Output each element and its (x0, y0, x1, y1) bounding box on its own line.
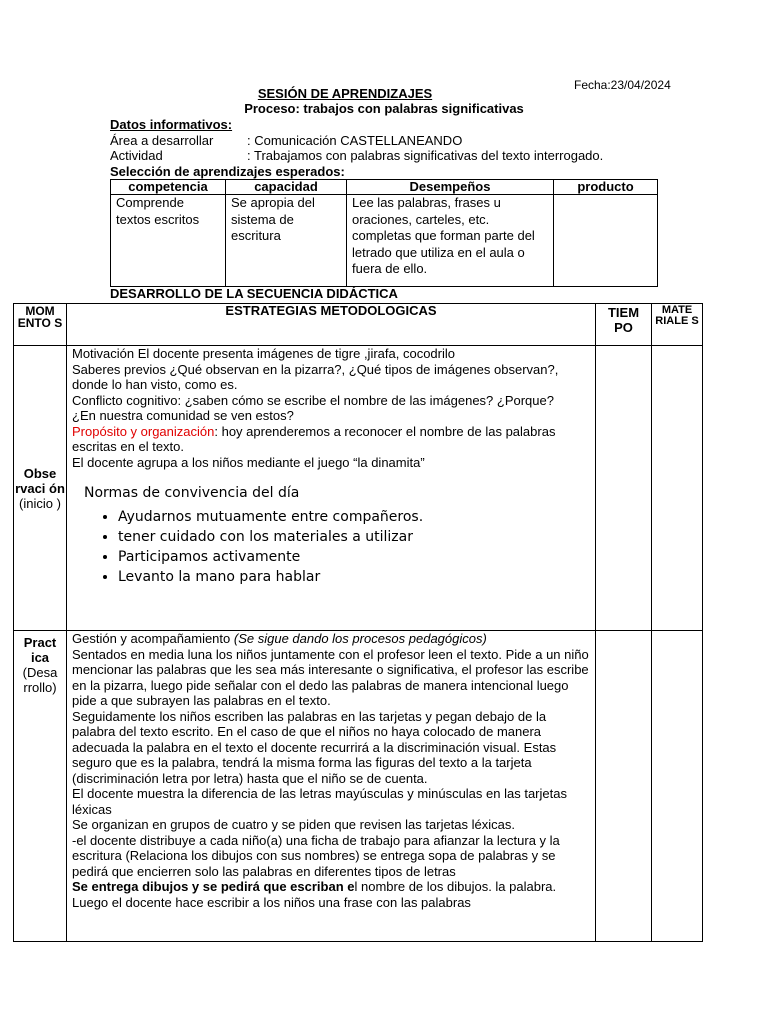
seleccion-heading: Selección de aprendizajes esperados: (110, 163, 345, 179)
estrategias-desarrollo (67, 631, 596, 942)
aprendizajes-table (110, 179, 658, 287)
inicio-line: ¿En nuestra comunidad se ven estos? (72, 408, 294, 423)
inicio-line: Motivación El docente presenta imágenes de tigre ,jirafa, cocodrilo (72, 346, 455, 361)
document-title: SESIÓN DE APRENDIZAJES (257, 86, 433, 101)
dibujos-rest: l nombre de los dibujos. la palabra. (354, 879, 557, 894)
cell-competencia: Comprende textos escritos (111, 195, 226, 287)
col-header-materiales: MATE RIALE S (652, 304, 703, 346)
secuencia-table (13, 303, 703, 942)
materiales-inicio (652, 346, 703, 631)
list-item: • Ayudarnos mutuamente entre compañeros. (118, 507, 590, 527)
actividad-label: Actividad (110, 148, 163, 163)
momento-inicio-sub: (inicio ) (19, 495, 61, 511)
table-row (14, 631, 703, 942)
table-row (14, 346, 703, 631)
datos-heading: Datos informativos: (110, 117, 233, 132)
gestion-label: Gestión y acompañamiento (72, 631, 234, 646)
proposito-text: : hoy aprenderemos a reconocer el nombre de las palabras escritas en el texto. (72, 423, 556, 454)
cell-producto (554, 195, 658, 287)
desarrollo-paragraph: El docente muestra la diferencia de las letras mayúsculas y minúsculas en las tarjetas léxicas (72, 786, 567, 817)
col-header-desempenos: Desempeños (347, 180, 554, 195)
col-header-estrategias: ESTRATEGIAS METODOLOGICAS (67, 304, 596, 346)
desarrollo-paragraph: -el docente distribuye a cada niño(a) una ficha de trabajo para afianzar la lectura y la escritura (Relaciona los dibujos con sus nombres) se entrega sopa de palabras y se pedirá que encierren solo las palabras en diferentes tipos de letras (72, 832, 560, 879)
inicio-line: Conflicto cognitivo: ¿saben cómo se escribe el nombre de las imágenes? ¿Porque? (72, 392, 554, 408)
secuencia-heading: DESARROLLO DE LA SECUENCIA DIDÁCTICA (110, 286, 398, 301)
momento-desarrollo (14, 631, 67, 942)
col-header-competencia: competencia (111, 180, 226, 195)
normas-title: Normas de convivencia del día (84, 485, 300, 501)
tiempo-inicio (596, 346, 652, 631)
tiempo-desarrollo (596, 631, 652, 942)
proposito-label: Propósito y organización (72, 423, 215, 439)
area-label: Área a desarrollar (110, 132, 214, 148)
dibujos-line (72, 879, 590, 895)
gestion-italic: (Se sigue dando los procesos pedagógicos) (233, 631, 487, 646)
table-header-row (111, 180, 658, 195)
proposito-line (72, 424, 590, 455)
datos-informativos (110, 117, 603, 179)
momento-inicio-title: Obse rvaci ón (15, 465, 65, 496)
col-header-momentos: MOM ENTO S (14, 304, 67, 346)
cell-capacidad: Se apropia del sistema de escritura (226, 195, 347, 287)
ultima-line: Luego el docente hace escribir a los niños una frase con las palabras (72, 894, 471, 910)
normas-list (84, 507, 590, 587)
desarrollo-paragraph: Sentados en media luna los niños juntamente con el profesor leen el texto. Pide a un niño mencionar las palabras que les sea más interesante o significativa, el profesor las escribe en la pizarra, luego pide señalar con el dedo las palabras de manera intencional luego pide a que subrayen las palabras en el texto. (72, 646, 589, 708)
momento-desarrollo-sub: (Desa rrollo) (22, 665, 58, 695)
actividad-value: : Trabajamos con palabras significativas del texto interrogado. (247, 148, 604, 163)
table-header-row (14, 304, 703, 346)
col-header-capacidad: capacidad (226, 180, 347, 195)
cell-desempenos: Lee las palabras, frases u oraciones, carteles, etc. completas que forman parte del letrado que utiliza en el aula o fuera de ello. (347, 195, 554, 287)
materiales-desarrollo (652, 631, 703, 942)
col-header-tiempo: TIEM PO (596, 304, 652, 346)
date-label: Fecha:23/04/2024 (574, 78, 671, 92)
estrategias-inicio (67, 346, 596, 631)
area-value: : Comunicación CASTELLANEANDO (247, 132, 463, 148)
desarrollo-paragraph: Seguidamente los niños escriben las palabras en las tarjetas y pegan debajo de la palabra del texto escrito. En el caso de que el niños no haya colocado de manera adecuada la palabra en el texto el docente recurrirá a la discriminación visual. Estas seguro que es la palabra, tendrá la misma forma las figuras del texto a la tarjeta (discriminación letra por letra) hasta que el niño se de cuenta. (72, 708, 557, 786)
momento-desarrollo-title: Pract ica (23, 635, 57, 665)
gestion-line (72, 631, 590, 647)
inicio-line: Saberes previos ¿Qué observan en la pizarra?, ¿Qué tipos de imágenes observan?, donde lo han visto, como es. (72, 361, 559, 392)
area-row (110, 133, 603, 149)
document-subtitle: Proceso: trabajos con palabras significativas (244, 101, 524, 116)
normas-block (72, 483, 590, 587)
col-header-producto: producto (554, 180, 658, 195)
list-item: • Participamos activamente (118, 547, 590, 567)
table-row (111, 195, 658, 287)
list-item: • tener cuidado con los materiales a utilizar (118, 527, 590, 547)
list-item: • Levanto la mano para hablar (118, 567, 590, 587)
momento-inicio (14, 346, 67, 631)
desarrollo-paragraph: Se organizan en grupos de cuatro y se piden que revisen las tarjetas léxicas. (72, 817, 515, 832)
agrupa-line: El docente agrupa a los niños mediante el juego “la dinamita” (72, 454, 425, 470)
actividad-row (110, 148, 603, 164)
dibujos-bold: Se entrega dibujos y se pedirá que escriban e (72, 879, 355, 894)
